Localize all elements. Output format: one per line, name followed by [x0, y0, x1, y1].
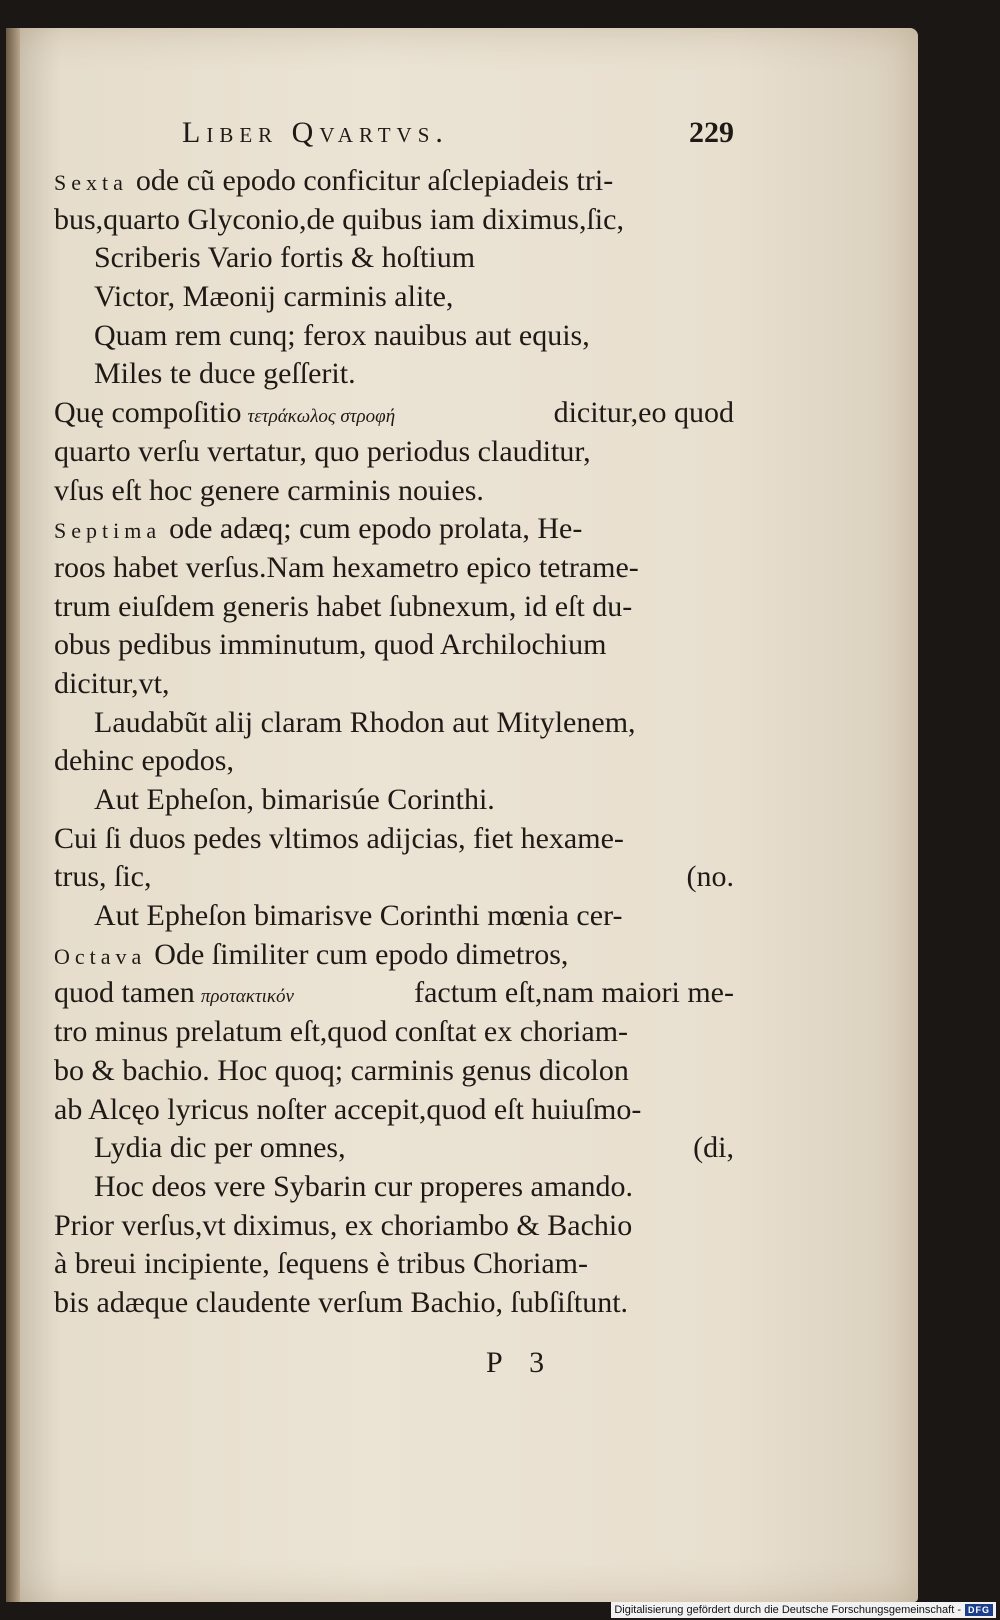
line-main-text: Ode ſimiliter cum epodo dimetros, [154, 937, 569, 971]
line-main-text: Aut Epheſon, bimarisúe Corinthi. [94, 783, 495, 816]
text-line [54, 549, 734, 588]
line-main-text: Scriberis Vario fortis & hoſtium [94, 241, 476, 275]
line-text [54, 1207, 632, 1246]
signature-mark: P 3 [486, 1346, 555, 1379]
text-line [54, 317, 734, 356]
text-line [54, 162, 734, 201]
line-text [54, 201, 624, 240]
line-text [54, 974, 300, 1013]
footer-text: Digitalisierung gefördert durch die Deutsche Forschungsgemeinschaft - [614, 1604, 961, 1616]
line-main-text: Lydia dic per omnes, [94, 1131, 346, 1165]
line-main-text: Miles te duce geſſerit. [94, 357, 356, 391]
line-tail-text: dicitur,eo quod [553, 396, 734, 430]
text-line [54, 936, 734, 975]
line-main-text: Cui ſi duos pedes vltimos adijcias, fiet hexame- [54, 821, 624, 855]
text-line [54, 239, 734, 278]
digitization-footer [611, 1602, 996, 1618]
running-title: Liber Qvartvs. [182, 116, 449, 149]
line-text [54, 665, 169, 704]
text-line [54, 1284, 734, 1323]
line-main-text: ode cũ epodo conficitur aſclepiadeis tri- [135, 164, 614, 197]
line-text [54, 162, 613, 201]
text-line [54, 858, 734, 897]
text-line [54, 742, 734, 781]
text-line [54, 433, 734, 472]
line-main-text: Laudabũt alij claram Rhodon aut Mitylenem, [94, 705, 636, 739]
line-main-text: obus pedibus imminutum, quod Archilochium [54, 628, 607, 662]
line-text [54, 1013, 628, 1052]
text-line [54, 472, 734, 511]
line-main-text: trum eiuſdem generis habet ſubnexum, id eſt du- [54, 589, 633, 623]
text-line [54, 510, 734, 549]
line-text [54, 1245, 588, 1284]
text-block [54, 110, 734, 1323]
section-incipit: Octava [54, 943, 147, 969]
line-tail-text: factum eſt,nam maiori me- [414, 976, 734, 1010]
line-main-text: dicitur,vt, [54, 666, 170, 700]
line-text [54, 820, 624, 859]
line-text [94, 897, 622, 936]
line-main-text: ab Alcęo lyricus noſter accepit,quod eſt huiuſmo- [54, 1092, 642, 1126]
page-header [54, 110, 734, 162]
text-line [54, 1129, 734, 1168]
greek-term: τετράκωλος στροφή [247, 406, 396, 428]
line-text [54, 1284, 628, 1323]
line-main-text: quod tamen [54, 976, 195, 1010]
dfg-logo: DFG [965, 1604, 993, 1616]
line-main-text: ode adæq; cum epodo prolata, He- [169, 512, 583, 546]
line-main-text: Hoc deos vere Sybarin cur properes amando. [94, 1169, 633, 1203]
line-text [54, 510, 582, 549]
line-text [54, 1052, 629, 1091]
text-line [54, 1168, 734, 1207]
line-text [54, 433, 591, 472]
line-main-text: tro minus prelatum eſt,quod conſtat ex choriam- [54, 1015, 629, 1049]
line-main-text: Victor, Mæonij carminis alite, [94, 280, 454, 314]
section-incipit: Septima [54, 518, 162, 544]
text-line [54, 665, 734, 704]
page-number: 229 [689, 116, 734, 149]
line-tail-text: (di, [693, 1131, 734, 1165]
text-line [54, 820, 734, 859]
line-main-text: à breui incipiente, ſequens è tribus Choriam- [54, 1247, 589, 1281]
text-line [54, 626, 734, 665]
line-text [54, 472, 484, 511]
line-text [54, 588, 632, 627]
line-text [94, 704, 636, 743]
text-line [54, 1052, 734, 1091]
section-incipit: Sexta [54, 170, 128, 195]
line-text [94, 1129, 346, 1168]
text-line [54, 201, 734, 240]
line-main-text: Quę compoſitio [54, 396, 242, 430]
line-text [54, 742, 234, 781]
line-main-text: Quam rem cunq; ferox nauibus aut equis, [94, 318, 590, 352]
line-text [94, 781, 495, 820]
text-line [54, 1013, 734, 1052]
line-main-text: trus, ſic, [54, 860, 152, 894]
line-tail-text: (no. [686, 860, 734, 894]
line-main-text: bo & bachio. Hoc quoq; carminis genus dicolon [54, 1053, 629, 1087]
line-text [54, 858, 152, 897]
page-gutter [6, 28, 20, 1602]
line-main-text: vſus eſt hoc genere carminis nouies. [54, 473, 484, 507]
text-line [54, 355, 734, 394]
text-line [54, 394, 734, 433]
line-text [94, 317, 590, 356]
line-text [54, 936, 568, 975]
line-text [54, 394, 401, 433]
text-line [54, 588, 734, 627]
text-line [54, 974, 734, 1013]
line-text [94, 355, 356, 394]
line-text [94, 278, 453, 317]
text-line [54, 1207, 734, 1246]
line-text [54, 626, 606, 665]
line-main-text: Aut Epheſon bimarisve Corinthi mœnia cer- [94, 899, 623, 933]
greek-term: προτακτικόν [200, 986, 294, 1008]
text-line [54, 1245, 734, 1284]
line-main-text: bus,quarto Glyconio,de quibus iam diximus,ſic, [54, 202, 624, 236]
text-line [54, 704, 734, 743]
body-text [54, 162, 734, 1323]
line-main-text: quarto verſu vertatur, quo periodus clauditur, [54, 434, 591, 468]
line-text [54, 1091, 641, 1130]
text-line [54, 1091, 734, 1130]
line-text [94, 1168, 633, 1207]
text-line [54, 278, 734, 317]
line-main-text: bis adæque claudente verſum Bachio, ſubſiſtunt. [54, 1285, 629, 1319]
line-text [54, 549, 639, 588]
line-main-text: dehinc epodos, [54, 744, 234, 778]
line-text [94, 239, 475, 278]
line-main-text: roos habet verſus.Nam hexametro epico tetrame- [54, 550, 639, 584]
line-main-text: Prior verſus,vt diximus, ex choriambo & Bachio [54, 1208, 633, 1242]
text-line [54, 781, 734, 820]
text-line [54, 897, 734, 936]
book-page [6, 28, 918, 1602]
